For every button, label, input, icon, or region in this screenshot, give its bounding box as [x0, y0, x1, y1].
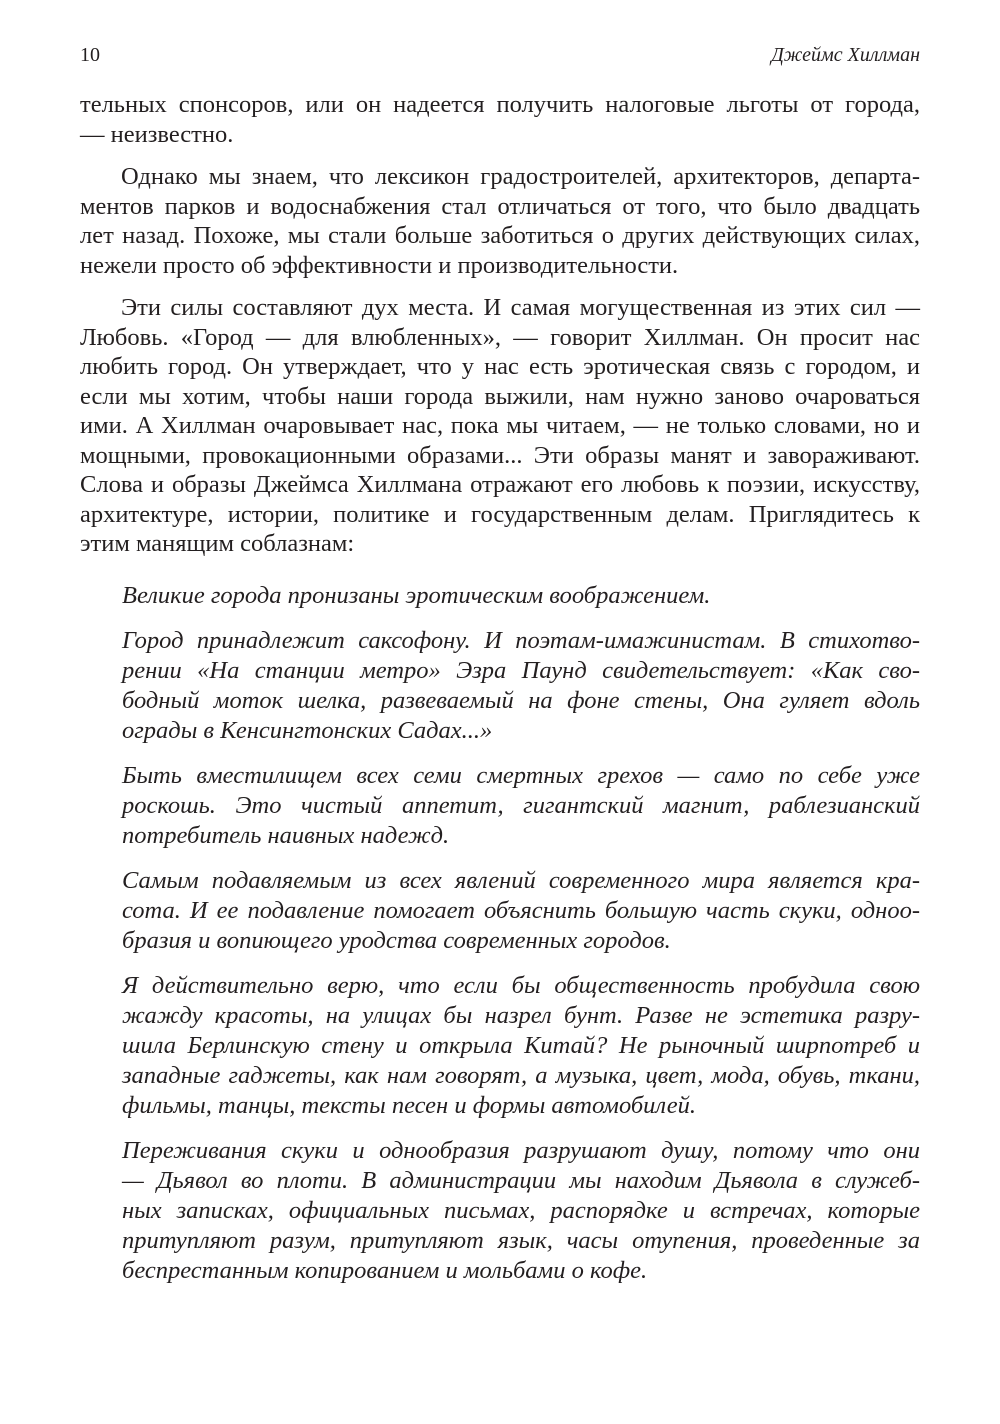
text-line: Слова и образы Джеймса Хиллмана отражают его любовь к поэзии, искусству,: [80, 471, 920, 498]
text-line: ных записках, официальных письмах, распорядке и встречах, которые: [122, 1196, 920, 1224]
text-line: если мы хотим, чтобы наши города выжили, нам нужно заново очароваться: [80, 382, 920, 410]
paragraph: [80, 90, 920, 149]
text-line: Город принадлежит саксофону. И поэтам-имажинистам. В стихотво-: [122, 626, 920, 654]
text-line: шила Берлинскую стену и открыла Китай? Не рыночный ширпотреб и: [122, 1031, 920, 1059]
body-paragraphs: [80, 90, 920, 559]
text-line: потребитель наивных надежд.: [122, 821, 450, 849]
text-line: — Дьявол во плоти. В администрации мы находим Дьявола в служеб-: [122, 1166, 920, 1194]
running-title: Джеймс Хиллман: [771, 44, 920, 66]
text-line: беспрестанным копированием и мольбами о кофе.: [122, 1256, 648, 1284]
text-line: этим манящим соблазнам:: [80, 530, 355, 557]
paragraph: [80, 162, 920, 280]
text-line: бодный моток шелка, развеваемый на фоне стены, Она гуляет вдоль: [122, 686, 920, 714]
text-line: мощными, провокационными образами... Эти образы манят и завораживают.: [80, 441, 920, 469]
quotations-block: [80, 581, 920, 1286]
text-line: западные гаджеты, как нам говорят, а музыка, цвет, мода, обувь, ткани,: [122, 1061, 920, 1089]
text-line: Быть вместилищем всех семи смертных грехов — само по себе уже: [122, 761, 920, 789]
text-line: ментов парков и водоснабжения стал отличаться от того, что было двадцать: [80, 192, 920, 220]
quote-paragraph: [122, 761, 920, 851]
text-line: Я действительно верю, что если бы общественность пробудила свою: [122, 971, 920, 999]
text-line: роскошь. Это чистый аппетит, гигантский магнит, раблезианский: [122, 791, 920, 819]
text-line: фильмы, танцы, тексты песен и формы автомобилей.: [122, 1091, 696, 1119]
text-line: ограды в Кенсингтонских Садах...»: [122, 716, 493, 744]
text-line: жажду красоты, на улицах бы назрел бунт. Разве не эстетика разру-: [122, 1001, 920, 1029]
text-line: притупляют разум, притупляют язык, часы отупения, проведенные за: [122, 1226, 920, 1254]
quote-paragraph: [122, 626, 920, 746]
text-line: бразия и вопиющего уродства современных городов.: [122, 926, 671, 954]
text-line: рении «На станции метро» Эзра Паунд свидетельствует: «Как сво-: [122, 656, 920, 684]
text-line: Самым подавляемым из всех явлений современного мира является кра-: [122, 866, 920, 894]
text-line: — неизвестно.: [80, 120, 234, 148]
text-line: ими. А Хиллман очаровывает нас, пока мы читаем, — не только словами, но и: [80, 412, 920, 439]
quote-paragraph: [122, 971, 920, 1121]
text-line: Великие города пронизаны эротическим воображением.: [122, 581, 711, 609]
text-line: нежели просто об эффективности и производительности.: [80, 251, 679, 279]
quote-paragraph: [122, 581, 920, 611]
text-line: Однако мы знаем, что лексикон градостроителей, архитекторов, департа-: [121, 163, 920, 190]
page-number: 10: [80, 44, 100, 66]
text-line: Переживания скуки и однообразия разрушают душу, потому что они: [122, 1136, 920, 1164]
quote-paragraph: [122, 1136, 920, 1286]
text-line: Любовь. «Город — для влюбленных», — говорит Хиллман. Он просит нас: [80, 323, 920, 351]
text-line: тельных спонсоров, или он надеется получить налоговые льготы от города,: [80, 91, 920, 118]
text-line: сота. И ее подавление помогает объяснить большую часть скуки, одноо-: [122, 896, 920, 924]
quote-paragraph: [122, 866, 920, 956]
text-line: лет назад. Похоже, мы стали больше заботиться о других действующих силах,: [80, 222, 920, 249]
page-body: [80, 90, 920, 1301]
text-line: архитектуре, истории, политике и государственным делам. Приглядитесь к: [80, 500, 920, 528]
paragraph: [80, 293, 920, 559]
text-line: Эти силы составляют дух места. И самая могущественная из этих сил —: [121, 294, 920, 321]
text-line: любить город. Он утверждает, что у нас есть эротическая связь с городом, и: [80, 353, 920, 380]
